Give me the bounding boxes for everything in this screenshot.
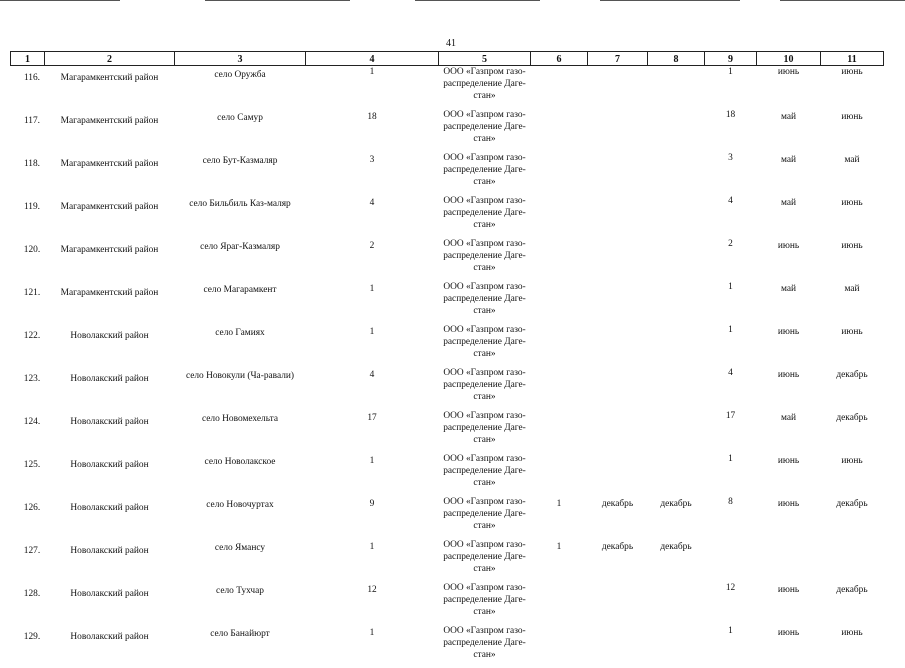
table-row [11, 367, 884, 410]
col9-cell [705, 539, 757, 582]
organization-cell: ООО «Газпром газо-распределение Даге-стан» [443, 497, 526, 532]
col6-cell [531, 195, 588, 238]
col10-cell: май [780, 112, 797, 122]
col11-cell: июнь [841, 241, 863, 251]
count-cell: 12 [367, 585, 377, 595]
col-header: 10 [757, 52, 821, 66]
organization-cell: ООО «Газпром газо-распределение Даге-стан» [443, 540, 526, 575]
organization-cell: ООО «Газпром газо-распределение Даге-стан» [443, 454, 526, 489]
scan-top-edge [0, 0, 905, 2]
count-cell: 17 [367, 413, 377, 423]
col11-cell: декабрь [836, 370, 868, 380]
count-cell: 1 [369, 284, 375, 294]
count-cell: 1 [369, 327, 375, 337]
row-number: 116. [11, 66, 45, 110]
count-cell: 1 [369, 628, 375, 638]
col6-cell: 1 [556, 542, 562, 552]
col7-cell: декабрь [601, 542, 634, 552]
col6-cell [531, 582, 588, 625]
col-header: 9 [705, 52, 757, 66]
count-cell: 3 [369, 155, 375, 165]
col10-cell: июнь [777, 241, 800, 251]
row-number: 121. [23, 288, 41, 298]
row-number: 123. [23, 374, 41, 384]
row-number: 117. [23, 116, 41, 126]
table-row [11, 109, 884, 152]
table-row [11, 539, 884, 582]
col6-cell: 1 [556, 499, 562, 509]
district-cell: Новолакский район [70, 417, 149, 427]
col10-cell: май [780, 284, 797, 294]
col11-cell [821, 539, 884, 582]
settlement-cell: село Бильбиль Каз-маляр [189, 199, 291, 209]
settlement-cell: село Новочуртах [206, 500, 274, 510]
settlement-cell: село Новолакское [204, 457, 276, 467]
col8-cell: декабрь [660, 542, 692, 552]
col9-cell: 1 [705, 66, 757, 110]
count-cell: 2 [369, 241, 375, 251]
col7-cell: декабрь [601, 499, 634, 509]
col9-cell: 1 [728, 282, 733, 292]
col8-cell [648, 152, 705, 195]
settlement-cell: село Яраг-Казмаляр [200, 242, 280, 252]
row-number: 120. [23, 245, 41, 255]
col9-cell: 3 [728, 153, 733, 163]
col7-cell [588, 367, 648, 410]
col9-cell: 4 [728, 368, 733, 378]
settlement-cell: село Новокули (Ча-равали) [185, 371, 295, 381]
col9-cell: 4 [728, 196, 733, 206]
col7-cell [588, 66, 648, 110]
organization-cell: ООО «Газпром газо-распределение Даге-стан» [443, 196, 526, 231]
col-header: 5 [439, 52, 531, 66]
col9-cell: 17 [725, 411, 736, 421]
col6-cell [531, 238, 588, 281]
col11-cell: июнь [841, 198, 863, 208]
row-number: 118. [23, 159, 41, 169]
row-number: 127. [23, 546, 41, 556]
col7-cell [588, 582, 648, 625]
table-row [11, 496, 884, 539]
col10-cell: май [780, 413, 797, 423]
col-header: 11 [821, 52, 884, 66]
col7-cell [588, 238, 648, 281]
col11-cell: декабрь [836, 499, 868, 509]
col9-cell: 1 [728, 325, 733, 335]
row-number: 129. [23, 632, 41, 642]
col-header: 4 [306, 52, 439, 66]
count-cell: 4 [369, 198, 375, 208]
col11-cell: декабрь [836, 585, 868, 595]
col8-cell [648, 582, 705, 625]
col10-cell [757, 539, 821, 582]
col-header: 8 [648, 52, 705, 66]
organization-cell: ООО «Газпром газо-распределение Даге-стан» [443, 626, 526, 661]
col-header: 7 [588, 52, 648, 66]
col7-cell [588, 195, 648, 238]
col11-cell: май [844, 155, 860, 165]
row-number: 124. [23, 417, 41, 427]
col8-cell [648, 324, 705, 367]
col-header: 1 [11, 52, 45, 66]
header-row [11, 52, 884, 66]
district-cell: Новолакский район [70, 589, 149, 599]
count-cell: 1 [369, 542, 375, 552]
col9-cell: 8 [728, 497, 733, 507]
table-row [11, 66, 884, 110]
col10-cell: июнь [777, 456, 800, 466]
settlement-cell: село Магарамкент [203, 285, 277, 295]
district-cell: Магарамкентский район [45, 66, 175, 110]
col8-cell [648, 66, 705, 110]
col6-cell [531, 281, 588, 324]
settlement-cell: село Ямансу [214, 543, 266, 553]
table-row [11, 625, 884, 668]
table-row [11, 324, 884, 367]
settlement-cell: село Тухчар [216, 586, 264, 596]
col11-cell: декабрь [836, 413, 868, 423]
col7-cell [588, 324, 648, 367]
row-number: 125. [23, 460, 41, 470]
col10-cell: июнь [777, 499, 800, 509]
col8-cell [648, 109, 705, 152]
count-cell: 1 [369, 456, 375, 466]
table-row [11, 281, 884, 324]
organization-cell: ООО «Газпром газо-распределение Даге-стан» [443, 239, 526, 274]
col10-cell: июнь [777, 628, 800, 638]
col6-cell [531, 625, 588, 668]
col6-cell [531, 324, 588, 367]
table-row [11, 238, 884, 281]
row-number: 128. [23, 589, 41, 599]
organization-cell: ООО «Газпром газо-распределение Даге-стан» [443, 110, 526, 145]
col7-cell [588, 109, 648, 152]
count-cell: 4 [369, 370, 375, 380]
col8-cell [648, 367, 705, 410]
district-cell: Новолакский район [70, 546, 149, 556]
col7-cell [588, 152, 648, 195]
col6-cell [531, 109, 588, 152]
col6-cell [531, 66, 588, 110]
settlement-cell: село Новомехельта [201, 414, 279, 424]
col7-cell [588, 281, 648, 324]
col7-cell [588, 625, 648, 668]
table-row [11, 582, 884, 625]
col10-cell: май [780, 198, 797, 208]
col11-cell: май [844, 284, 860, 294]
district-cell: Новолакский район [70, 632, 149, 642]
col8-cell [648, 410, 705, 453]
col10-cell: июнь [757, 66, 821, 110]
col10-cell: июнь [777, 585, 800, 595]
col9-cell: 1 [728, 626, 733, 636]
count-cell: 1 [306, 66, 439, 110]
page-number: 41 [446, 38, 456, 49]
col-header: 3 [175, 52, 306, 66]
col7-cell [588, 410, 648, 453]
count-cell: 18 [367, 112, 377, 122]
settlement-cell: село Самур [217, 113, 263, 123]
settlement-cell: село Гамиях [215, 328, 265, 338]
organization-cell: ООО «Газпром газо-распределение Даге-стан» [443, 153, 526, 188]
col11-cell: июнь [841, 628, 863, 638]
col9-cell: 18 [725, 110, 736, 120]
district-cell: Магарамкентский район [60, 202, 159, 212]
col8-cell [648, 453, 705, 496]
col11-cell: июнь [821, 66, 884, 110]
col8-cell [648, 238, 705, 281]
col11-cell: июнь [841, 327, 863, 337]
col6-cell [531, 152, 588, 195]
district-cell: Новолакский район [70, 503, 149, 513]
col6-cell [531, 453, 588, 496]
district-cell: Новолакский район [70, 460, 149, 470]
row-number: 122. [23, 331, 41, 341]
col8-cell [648, 625, 705, 668]
organization-cell: ООО «Газпром газо-распределение Даге-стан» [439, 66, 531, 110]
col8-cell [648, 195, 705, 238]
organization-cell: ООО «Газпром газо-распределение Даге-стан» [443, 282, 526, 317]
col10-cell: июнь [777, 370, 800, 380]
table-row [11, 410, 884, 453]
organization-cell: ООО «Газпром газо-распределение Даге-стан» [443, 411, 526, 446]
row-number: 126. [23, 503, 41, 513]
col10-cell: июнь [777, 327, 800, 337]
district-cell: Магарамкентский район [60, 159, 159, 169]
organization-cell: ООО «Газпром газо-распределение Даге-стан» [443, 583, 526, 618]
col8-cell [648, 281, 705, 324]
col9-cell: 1 [728, 454, 733, 464]
settlement-cell: село Оружба [175, 66, 306, 110]
district-cell: Магарамкентский район [60, 245, 159, 255]
col6-cell [531, 410, 588, 453]
col10-cell: май [780, 155, 797, 165]
settlement-cell: село Бут-Казмаляр [202, 156, 278, 166]
row-number: 119. [23, 202, 41, 212]
col-header: 2 [45, 52, 175, 66]
col11-cell: июнь [841, 456, 863, 466]
organization-cell: ООО «Газпром газо-распределение Даге-стан» [443, 368, 526, 403]
col8-cell: декабрь [660, 499, 692, 509]
col9-cell: 2 [728, 239, 733, 249]
col-header: 6 [531, 52, 588, 66]
settlement-cell: село Банайюрт [210, 629, 270, 639]
district-cell: Новолакский район [70, 331, 149, 341]
col9-cell: 12 [725, 583, 736, 593]
gasification-table [10, 51, 884, 668]
count-cell: 9 [369, 499, 375, 509]
col6-cell [531, 367, 588, 410]
district-cell: Новолакский район [70, 374, 149, 384]
table-row [11, 453, 884, 496]
district-cell: Магарамкентский район [60, 116, 159, 126]
col11-cell: июнь [841, 112, 863, 122]
organization-cell: ООО «Газпром газо-распределение Даге-стан» [443, 325, 526, 360]
col7-cell [588, 453, 648, 496]
table-row [11, 195, 884, 238]
district-cell: Магарамкентский район [60, 288, 159, 298]
table-row [11, 152, 884, 195]
